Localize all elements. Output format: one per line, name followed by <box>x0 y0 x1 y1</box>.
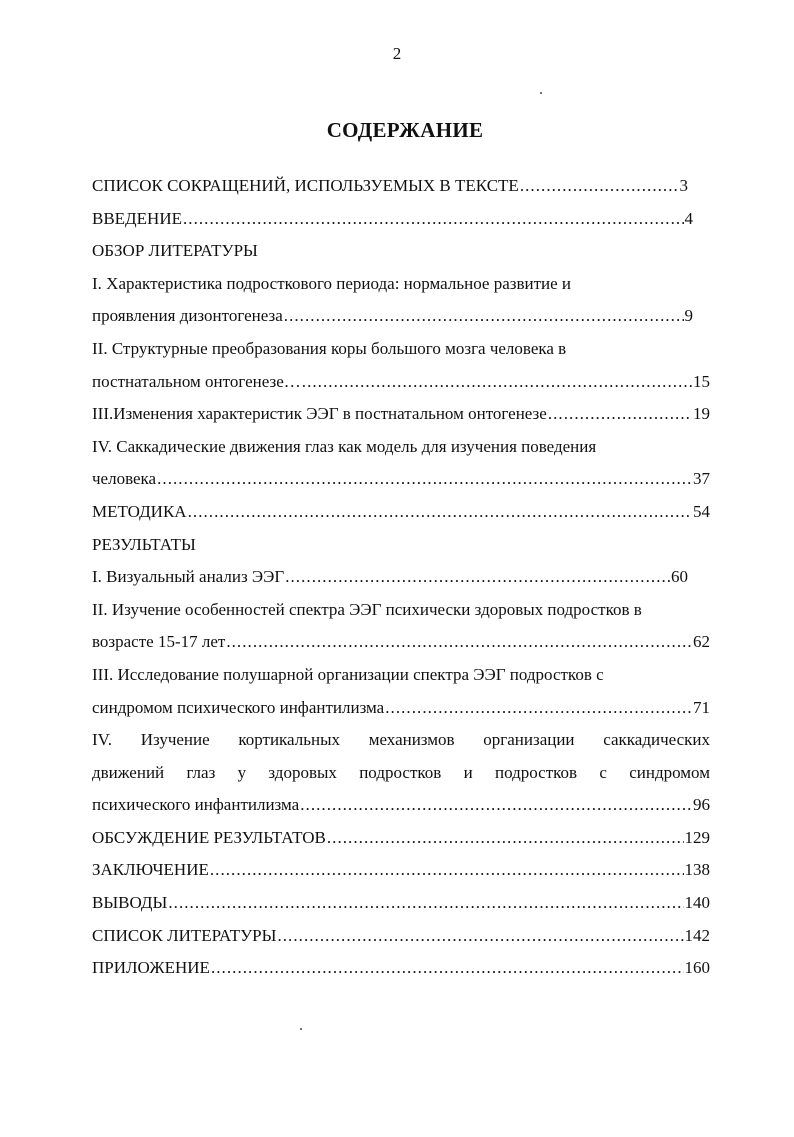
toc-label: МЕТОДИКА <box>92 501 187 521</box>
scan-speck <box>300 1028 302 1030</box>
toc-page: 96 <box>693 795 710 815</box>
dot-leader <box>284 300 684 333</box>
toc-page: 60 <box>671 567 688 587</box>
toc-page: 15 <box>693 371 710 391</box>
toc-label: СПИСОК ЛИТЕРАТУРЫ <box>92 925 277 945</box>
toc-entry-abbreviations <box>92 170 688 203</box>
page-number: 2 <box>392 44 402 63</box>
toc-entry-review-2 <box>92 366 710 399</box>
toc-page: 19 <box>693 404 710 424</box>
dot-leader <box>302 366 692 399</box>
toc-section-heading-results: РЕЗУЛЬТАТЫ <box>92 534 196 554</box>
dot-leader <box>168 887 683 920</box>
toc-label: ВВЕДЕНИЕ <box>92 208 182 228</box>
toc-section-heading-review: ОБЗОР ЛИТЕРАТУРЫ <box>92 241 258 261</box>
toc-entry-review-4 <box>92 463 710 496</box>
toc-entry-methods <box>92 496 710 529</box>
toc-page: 129 <box>684 827 710 847</box>
toc-entry-results-4 <box>92 789 710 822</box>
toc-entry-review-2-line1: II. Структурные преобразования коры большого мозга человека в <box>92 338 567 358</box>
toc-entry-review-4-line1: IV. Саккадические движения глаз как модель для изучения поведения <box>92 436 597 456</box>
dot-leader <box>210 854 684 887</box>
toc-page: 3 <box>679 176 688 195</box>
toc-entry-review-1 <box>92 300 693 333</box>
toc-label: психического инфантилизма <box>92 795 300 815</box>
toc-entry-references <box>92 920 710 953</box>
toc-label: постнатальном онтогенезе… <box>92 371 301 391</box>
dot-leader <box>277 920 683 953</box>
toc-entry-introduction <box>92 203 693 236</box>
toc-entry-findings <box>92 887 710 920</box>
scan-speck <box>540 92 542 94</box>
toc-entry-review-3 <box>92 398 710 431</box>
toc-entry-results-4-line2: движений глаз у здоровых подростков и подростков с синдромом <box>92 762 710 782</box>
toc-page: 140 <box>684 893 710 913</box>
dot-leader <box>300 789 692 822</box>
toc-entry-results-4-line1: IV. Изучение кортикальных механизмов организации саккадических <box>92 730 710 750</box>
dot-leader <box>157 463 692 496</box>
toc-entry-results-3 <box>92 692 710 725</box>
toc-entry-conclusion <box>92 854 710 887</box>
toc-label: человека <box>92 469 157 489</box>
toc-label: проявления дизонтогенеза <box>92 306 283 326</box>
toc-label: ПРИЛОЖЕНИЕ <box>92 958 210 978</box>
dot-leader <box>548 398 692 431</box>
toc-label: СПИСОК СОКРАЩЕНИЙ, ИСПОЛЬЗУЕМЫХ В ТЕКСТЕ <box>92 176 519 195</box>
toc-label: синдромом психического инфантилизма <box>92 697 385 717</box>
toc-label: возрасте 15-17 лет <box>92 632 226 652</box>
toc-page: 71 <box>693 697 710 717</box>
dot-leader <box>385 692 692 725</box>
dot-leader <box>226 626 692 659</box>
toc-page: 4 <box>684 208 693 228</box>
toc-label: I. Визуальный анализ ЭЭГ <box>92 567 285 587</box>
toc-entry-discussion <box>92 822 710 855</box>
page-title: СОДЕРЖАНИЕ <box>326 118 484 142</box>
toc-page: 37 <box>693 469 710 489</box>
toc-page: 54 <box>693 501 710 521</box>
dot-leader <box>285 561 670 594</box>
toc-label: ВЫВОДЫ <box>92 893 168 913</box>
toc-entry-review-1-line1: I. Характеристика подросткового периода: нормальное развитие и <box>92 273 572 293</box>
toc-label: ЗАКЛЮЧЕНИЕ <box>92 860 209 880</box>
table-of-contents <box>92 170 710 985</box>
dot-leader <box>327 822 684 855</box>
toc-page: 62 <box>693 632 710 652</box>
toc-page: 160 <box>684 958 710 978</box>
dot-leader <box>183 203 684 236</box>
toc-entry-results-2 <box>92 626 710 659</box>
toc-page: 142 <box>684 925 710 945</box>
toc-entry-results-2-line1: II. Изучение особенностей спектра ЭЭГ психически здоровых подростков в <box>92 599 642 619</box>
toc-label: III.Изменения характеристик ЭЭГ в постнатальном онтогенезе <box>92 404 547 424</box>
dot-leader <box>520 170 679 203</box>
toc-page: 9 <box>684 306 693 326</box>
dot-leader <box>211 952 684 985</box>
toc-label: ОБСУЖДЕНИЕ РЕЗУЛЬТАТОВ <box>92 827 326 847</box>
toc-entry-results-1 <box>92 561 688 594</box>
toc-entry-appendix <box>92 952 710 985</box>
toc-page: 138 <box>684 860 710 880</box>
dot-leader <box>188 496 692 529</box>
toc-entry-results-3-line1: III. Исследование полушарной организации спектра ЭЭГ подростков с <box>92 664 604 684</box>
